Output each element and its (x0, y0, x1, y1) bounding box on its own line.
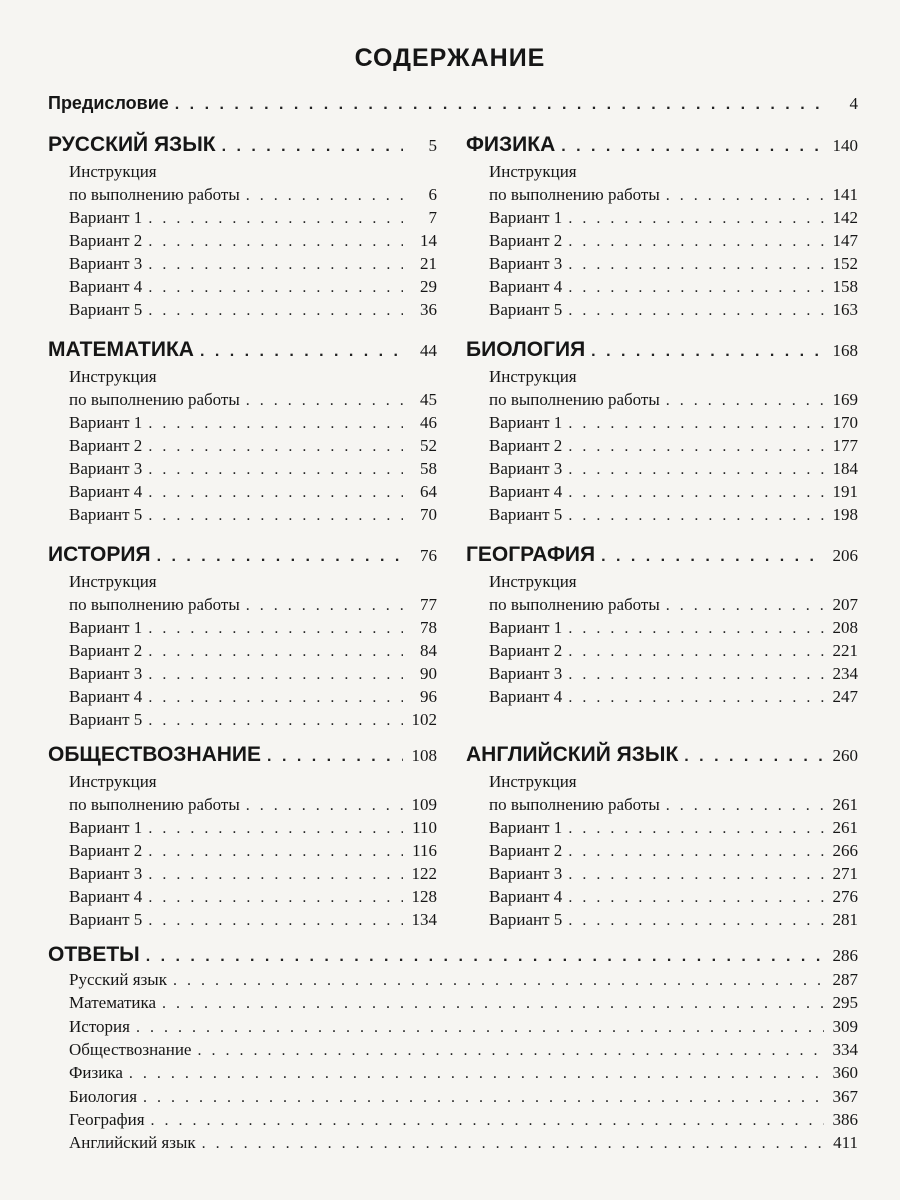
dot-leader (148, 279, 403, 297)
answers-entry-label: Физика (69, 1063, 123, 1083)
dot-leader (148, 643, 403, 661)
variant-entry-page: 221 (832, 641, 858, 660)
variant-entry-page: 116 (412, 841, 437, 860)
variant-entry-label: Вариант 4 (69, 687, 143, 706)
dot-leader (197, 1042, 824, 1060)
dot-leader (568, 438, 824, 456)
instruction-entry[interactable] (69, 795, 437, 817)
variant-entry-label: Вариант 2 (69, 436, 143, 455)
dot-leader (568, 912, 824, 930)
answers-entry-page: 411 (833, 1133, 858, 1153)
dot-leader (561, 138, 824, 156)
dot-leader (148, 866, 403, 884)
variant-entry-page: 36 (420, 300, 437, 319)
section-heading[interactable] (48, 338, 437, 364)
dot-leader (568, 820, 824, 838)
section-heading[interactable] (466, 743, 858, 769)
variant-entry[interactable] (489, 208, 858, 230)
dot-leader (148, 912, 403, 930)
variant-entry[interactable] (489, 841, 858, 863)
section-heading[interactable] (48, 133, 437, 159)
dot-leader (148, 820, 403, 838)
dot-leader (246, 597, 403, 615)
variant-entry-page: 158 (832, 277, 858, 296)
variant-entry-label: Вариант 4 (489, 482, 563, 501)
variant-entry-page: 58 (420, 459, 437, 478)
instruction-entry-label: по выполнению работы (489, 390, 660, 409)
dot-leader (202, 1135, 824, 1153)
answers-entry[interactable] (69, 1063, 858, 1085)
dot-leader (666, 187, 824, 205)
answers-heading-label: ОТВЕТЫ (48, 943, 140, 966)
variant-entry-page: 64 (420, 482, 437, 501)
answers-entry-label: История (69, 1016, 130, 1036)
answers-entry[interactable] (69, 1040, 858, 1062)
instruction-entry-page: 207 (832, 595, 858, 614)
dot-leader (148, 666, 403, 684)
answers-entry[interactable] (69, 1017, 858, 1039)
variant-entry-label: Вариант 3 (69, 864, 143, 883)
instruction-entry[interactable] (489, 595, 858, 617)
instruction-entry-page: 109 (411, 795, 437, 814)
dot-leader (148, 210, 403, 228)
dot-leader (684, 748, 824, 766)
dot-leader (267, 748, 403, 766)
dot-leader (246, 392, 403, 410)
dot-leader (151, 1112, 824, 1130)
section-heading[interactable] (466, 338, 858, 364)
dot-leader (568, 233, 824, 251)
dot-leader (148, 256, 403, 274)
variant-entry-label: Вариант 3 (489, 459, 563, 478)
variant-entry-label: Вариант 1 (69, 818, 143, 837)
variant-entry-label: Вариант 5 (489, 300, 563, 319)
variant-entry-page: 271 (832, 864, 858, 883)
variant-entry-page: 14 (420, 231, 437, 250)
instruction-entry-page: 6 (428, 185, 437, 204)
variant-entry-label: Вариант 5 (69, 300, 143, 319)
instruction-entry-page: 141 (832, 185, 858, 204)
variant-entry[interactable] (489, 641, 858, 663)
dot-leader (148, 689, 403, 707)
dot-leader (148, 620, 403, 638)
section-heading-page: 168 (832, 341, 858, 360)
variant-entry[interactable] (69, 300, 437, 322)
variant-entry[interactable] (489, 277, 858, 299)
variant-entry-label: Вариант 1 (489, 618, 563, 637)
dot-leader (568, 415, 824, 433)
variant-entry-page: 110 (412, 818, 437, 837)
instruction-entry-page: 261 (832, 795, 858, 814)
instruction-entry[interactable] (69, 390, 437, 412)
variant-entry-page: 122 (411, 864, 437, 883)
instruction-entry-label: по выполнению работы (69, 185, 240, 204)
variant-entry[interactable] (69, 413, 437, 435)
dot-leader (568, 889, 824, 907)
answers-entry[interactable] (69, 1087, 858, 1109)
instruction-entry-page: 77 (420, 595, 437, 614)
instruction-entry[interactable] (69, 595, 437, 617)
instruction-entry[interactable] (489, 795, 858, 817)
variant-entry[interactable] (69, 505, 437, 527)
dot-leader (200, 343, 403, 361)
section-heading-label: МАТЕМАТИКА (48, 338, 194, 361)
instruction-entry-label: по выполнению работы (69, 390, 240, 409)
variant-entry-page: 208 (832, 618, 858, 637)
dot-leader (666, 597, 824, 615)
variant-entry[interactable] (69, 887, 437, 909)
variant-entry[interactable] (489, 910, 858, 932)
variant-entry[interactable] (489, 300, 858, 322)
variant-entry-label: Вариант 3 (489, 664, 563, 683)
section-heading-page: 140 (832, 136, 858, 155)
dot-leader (568, 866, 824, 884)
variant-entry[interactable] (69, 910, 437, 932)
dot-leader (148, 302, 403, 320)
variant-entry-label: Вариант 3 (489, 254, 563, 273)
variant-entry[interactable] (69, 641, 437, 663)
variant-entry[interactable] (489, 618, 858, 640)
variant-entry-label: Вариант 5 (69, 910, 143, 929)
dot-leader (666, 797, 824, 815)
variant-entry[interactable] (69, 687, 437, 709)
variant-entry-label: Вариант 4 (69, 277, 143, 296)
instruction-line-1: Инструкция (489, 572, 577, 591)
answers-entry[interactable] (69, 993, 858, 1015)
answers-entry[interactable] (69, 1110, 858, 1132)
instruction-line-1: Инструкция (69, 162, 157, 181)
variant-entry[interactable] (69, 482, 437, 504)
dot-leader (136, 1019, 824, 1037)
dot-leader (146, 948, 824, 966)
variant-entry-page: 134 (411, 910, 437, 929)
variant-entry-page: 152 (832, 254, 858, 273)
variant-entry[interactable] (69, 818, 437, 840)
dot-leader (148, 484, 403, 502)
answers-entry[interactable] (69, 1133, 858, 1155)
variant-entry[interactable] (489, 482, 858, 504)
answers-entry-label: Биология (69, 1086, 138, 1106)
variant-entry[interactable] (69, 664, 437, 686)
instruction-line-1: Инструкция (69, 572, 157, 591)
answers-entry[interactable] (69, 970, 858, 992)
variant-entry[interactable] (69, 841, 437, 863)
variant-entry-label: Вариант 1 (69, 413, 143, 432)
variant-entry[interactable] (69, 710, 437, 732)
variant-entry-label: Вариант 3 (69, 254, 143, 273)
section-heading-label: ГЕОГРАФИЯ (466, 543, 596, 566)
section-heading-page: 5 (428, 136, 437, 155)
variant-entry-label: Вариант 1 (489, 818, 563, 837)
variant-entry[interactable] (69, 208, 437, 230)
variant-entry-label: Вариант 5 (69, 710, 143, 729)
section-heading[interactable] (466, 133, 858, 159)
section-heading-page: 108 (411, 746, 437, 765)
toc-preface[interactable] (48, 93, 858, 117)
section-heading-label: БИОЛОГИЯ (466, 338, 586, 361)
variant-entry-page: 170 (832, 413, 858, 432)
variant-entry[interactable] (489, 459, 858, 481)
dot-leader (246, 797, 403, 815)
variant-entry-page: 234 (832, 664, 858, 683)
answers-entry-page: 287 (832, 970, 858, 989)
instruction-entry[interactable] (69, 185, 437, 207)
dot-leader (148, 415, 403, 433)
section-heading-label: ОБЩЕСТВОЗНАНИЕ (48, 743, 262, 766)
section-heading-label: РУССКИЙ ЯЗЫК (48, 133, 216, 156)
variant-entry[interactable] (69, 618, 437, 640)
answers-heading[interactable] (48, 943, 858, 969)
variant-entry-page: 102 (411, 710, 437, 729)
variant-entry-label: Вариант 2 (489, 841, 563, 860)
answers-entry-label: Математика (69, 993, 157, 1013)
instruction-line-1: Инструкция (69, 772, 157, 791)
dot-leader (568, 210, 824, 228)
variant-entry-page: 198 (832, 505, 858, 524)
variant-entry-page: 247 (832, 687, 858, 706)
section-heading[interactable] (48, 543, 437, 569)
variant-entry[interactable] (489, 254, 858, 276)
section-heading[interactable] (48, 743, 437, 769)
answers-heading-page: 286 (832, 946, 858, 965)
variant-entry[interactable] (69, 277, 437, 299)
instruction-entry[interactable] (489, 390, 858, 412)
dot-leader (148, 843, 403, 861)
dot-leader (666, 392, 824, 410)
section-heading-page: 76 (420, 546, 437, 565)
variant-entry[interactable] (489, 413, 858, 435)
dot-leader (568, 461, 824, 479)
dot-leader (175, 96, 824, 114)
dot-leader (568, 843, 824, 861)
instruction-entry-page: 45 (420, 390, 437, 409)
variant-entry[interactable] (69, 436, 437, 458)
variant-entry-page: 78 (420, 618, 437, 637)
variant-entry[interactable] (489, 687, 858, 709)
variant-entry-page: 177 (832, 436, 858, 455)
variant-entry-label: Вариант 2 (69, 841, 143, 860)
variant-entry-label: Вариант 2 (489, 231, 563, 250)
dot-leader (568, 507, 824, 525)
section-heading-page: 206 (832, 546, 858, 565)
instruction-entry-page: 169 (832, 390, 858, 409)
variant-entry-page: 90 (420, 664, 437, 683)
variant-entry[interactable] (69, 231, 437, 253)
answers-entry-page: 367 (832, 1086, 858, 1106)
section-heading-label: АНГЛИЙСКИЙ ЯЗЫК (466, 743, 679, 766)
dot-leader (148, 438, 403, 456)
variant-entry[interactable] (489, 864, 858, 886)
answers-entry-page: 334 (832, 1039, 858, 1059)
variant-entry[interactable] (489, 436, 858, 458)
section-heading-label: ИСТОРИЯ (48, 543, 151, 566)
variant-entry[interactable] (69, 459, 437, 481)
instruction-line-1: Инструкция (489, 367, 577, 386)
variant-entry[interactable] (489, 887, 858, 909)
variant-entry-page: 84 (420, 641, 437, 660)
variant-entry-page: 191 (832, 482, 858, 501)
answers-entry-label: География (69, 1109, 145, 1129)
variant-entry-page: 96 (420, 687, 437, 706)
variant-entry-page: 163 (832, 300, 858, 319)
answers-entry-page: 295 (832, 993, 858, 1013)
dot-leader (222, 138, 403, 156)
dot-leader (568, 256, 824, 274)
instruction-entry-label: по выполнению работы (489, 185, 660, 204)
dot-leader (568, 302, 824, 320)
dot-leader (568, 484, 824, 502)
section-heading-page: 260 (832, 746, 858, 765)
dot-leader (568, 689, 824, 707)
dot-leader (162, 995, 824, 1013)
variant-entry-page: 52 (420, 436, 437, 455)
variant-entry-label: Вариант 5 (489, 505, 563, 524)
variant-entry-label: Вариант 1 (69, 618, 143, 637)
variant-entry-label: Вариант 4 (69, 887, 143, 906)
variant-entry-page: 7 (428, 208, 437, 227)
variant-entry-page: 21 (420, 254, 437, 273)
variant-entry[interactable] (69, 254, 437, 276)
dot-leader (148, 712, 403, 730)
variant-entry-label: Вариант 1 (489, 413, 563, 432)
answers-entry-label: Английский язык (69, 1133, 196, 1153)
toc-preface-page: 4 (849, 94, 858, 113)
dot-leader (148, 233, 403, 251)
answers-entry-page: 309 (832, 1016, 858, 1036)
instruction-line-1: Инструкция (69, 367, 157, 386)
variant-entry-label: Вариант 2 (489, 641, 563, 660)
dot-leader (601, 548, 824, 566)
dot-leader (591, 343, 824, 361)
variant-entry-label: Вариант 1 (69, 208, 143, 227)
variant-entry-page: 281 (832, 910, 858, 929)
variant-entry-label: Вариант 3 (489, 864, 563, 883)
variant-entry-page: 147 (832, 231, 858, 250)
variant-entry-page: 261 (832, 818, 858, 837)
dot-leader (568, 279, 824, 297)
dot-leader (568, 666, 824, 684)
instruction-line-1: Инструкция (489, 772, 577, 791)
variant-entry-label: Вариант 4 (69, 482, 143, 501)
dot-leader (157, 548, 403, 566)
answers-entry-label: Обществознание (69, 1039, 192, 1059)
variant-entry[interactable] (69, 864, 437, 886)
page-title: СОДЕРЖАНИЕ (354, 44, 546, 72)
variant-entry-label: Вариант 1 (489, 208, 563, 227)
variant-entry-page: 128 (411, 887, 437, 906)
dot-leader (568, 643, 824, 661)
dot-leader (568, 620, 824, 638)
variant-entry-label: Вариант 5 (69, 505, 143, 524)
variant-entry[interactable] (489, 664, 858, 686)
instruction-entry-label: по выполнению работы (69, 795, 240, 814)
variant-entry-page: 276 (832, 887, 858, 906)
variant-entry-page: 184 (832, 459, 858, 478)
answers-entry-page: 386 (832, 1109, 858, 1129)
dot-leader (148, 889, 403, 907)
variant-entry-label: Вариант 4 (489, 887, 563, 906)
section-heading-label: ФИЗИКА (466, 133, 556, 156)
answers-entry-page: 360 (832, 1063, 858, 1083)
dot-leader (129, 1065, 824, 1083)
instruction-entry-label: по выполнению работы (489, 595, 660, 614)
answers-entry-label: Русский язык (69, 970, 167, 989)
variant-entry-label: Вариант 2 (489, 436, 563, 455)
variant-entry-page: 142 (832, 208, 858, 227)
variant-entry-label: Вариант 4 (489, 277, 563, 296)
variant-entry-page: 266 (832, 841, 858, 860)
variant-entry-label: Вариант 3 (69, 459, 143, 478)
variant-entry-label: Вариант 4 (489, 687, 563, 706)
variant-entry-page: 70 (420, 505, 437, 524)
variant-entry[interactable] (489, 818, 858, 840)
dot-leader (148, 461, 403, 479)
dot-leader (143, 1089, 824, 1107)
instruction-entry[interactable] (489, 185, 858, 207)
variant-entry-label: Вариант 2 (69, 231, 143, 250)
variant-entry-page: 29 (420, 277, 437, 296)
variant-entry-label: Вариант 2 (69, 641, 143, 660)
variant-entry[interactable] (489, 231, 858, 253)
variant-entry-page: 46 (420, 413, 437, 432)
variant-entry[interactable] (489, 505, 858, 527)
dot-leader (148, 507, 403, 525)
toc-preface-label: Предисловие (48, 93, 169, 113)
section-heading-page: 44 (420, 341, 437, 360)
dot-leader (246, 187, 403, 205)
variant-entry-label: Вариант 3 (69, 664, 143, 683)
dot-leader (173, 972, 824, 990)
instruction-line-1: Инструкция (489, 162, 577, 181)
section-heading[interactable] (466, 543, 858, 569)
variant-entry-label: Вариант 5 (489, 910, 563, 929)
instruction-entry-label: по выполнению работы (69, 595, 240, 614)
instruction-entry-label: по выполнению работы (489, 795, 660, 814)
